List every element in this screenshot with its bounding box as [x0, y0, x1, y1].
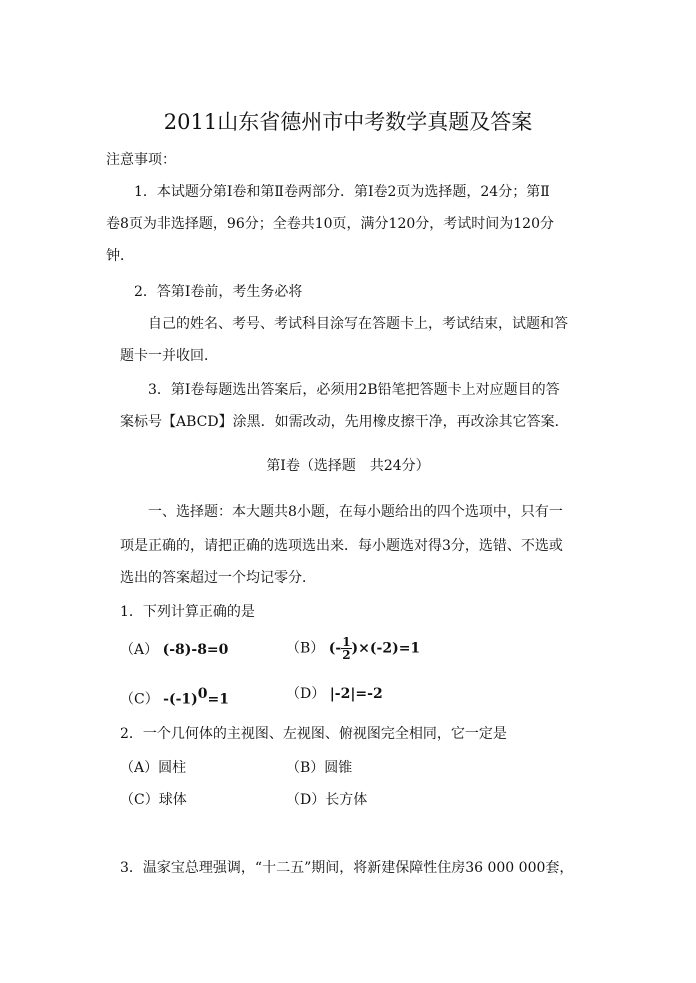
question-3-stem: 3．温家宝总理强调，“十二五”期间，将新建保障性住房36 000 000套，: [120, 860, 574, 876]
option-label: （A）: [120, 642, 159, 658]
option-label: （D）: [286, 686, 326, 702]
option-expression-post: )×(-2)=1: [351, 640, 421, 657]
note-1-line-1: 1．本试题分第Ⅰ卷和第Ⅱ卷两部分．第Ⅰ卷2页为选择题，24分；第Ⅱ: [134, 184, 550, 200]
note-2-line-3: 题卡一并收回．: [120, 348, 218, 364]
option-expression: |-2|=-2: [329, 686, 383, 702]
option-label: （B）: [286, 640, 325, 657]
question-1-option-d: [286, 684, 383, 704]
option-label: （C）: [120, 691, 159, 708]
question-2-stem: 2．一个几何体的主视图、左视图、俯视图完全相同，它一定是: [120, 726, 507, 742]
question-2-option-d: （D）长方体: [286, 792, 368, 808]
section-title: 第Ⅰ卷（选择题 共24分）: [266, 458, 430, 474]
part-1-line-1: 一、选择题：本大题共8小题，在每小题给出的四个选项中，只有一: [148, 504, 563, 520]
fraction: [341, 636, 351, 661]
note-2-line-2: 自己的姓名、考号、考试科目涂写在答题卡上，考试结束，试题和答: [148, 316, 568, 332]
notes-heading: 注意事项：: [106, 152, 176, 168]
question-1-stem: 1．下列计算正确的是: [120, 604, 255, 620]
question-2-option-b: （B）圆锥: [286, 760, 353, 776]
question-1-option-c: [120, 684, 229, 710]
note-3-line-2: 案标号【ABCD】涂黑．如需改动，先用橡皮擦干净，再改涂其它答案．: [120, 414, 569, 430]
part-1-line-2: 项是正确的，请把正确的选项选出来．每小题选对得3分，选错、不选或: [120, 538, 563, 554]
document-title: 2011山东省德州市中考数学真题及答案: [163, 110, 533, 134]
option-expression-post: =1: [207, 691, 230, 708]
question-1-option-a: [120, 640, 228, 660]
fraction-denominator: 2: [342, 648, 351, 662]
note-2-line-1: 2．答第Ⅰ卷前，考生务必将: [134, 284, 303, 300]
option-expression-pre: (-: [328, 640, 342, 657]
option-expression-pre: -(-1): [163, 691, 198, 708]
question-2-option-a: （A）圆柱: [120, 760, 187, 776]
note-1-line-3: 钟．: [106, 248, 134, 264]
question-1-option-b: [286, 636, 420, 661]
part-1-line-3: 选出的答案超过一个均记零分．: [120, 570, 316, 586]
option-expression: (-8)-8=0: [162, 642, 229, 658]
note-3-line-1: 3．第Ⅰ卷每题选出答案后，必须用2B铅笔把答题卡上对应题目的答: [148, 382, 560, 398]
note-1-line-2: 卷8页为非选择题，96分；全卷共10页，满分120分，考试时间为120分: [106, 216, 554, 232]
fraction-numerator: 1: [342, 635, 351, 649]
question-2-option-c: （C）球体: [120, 792, 187, 808]
exponent: 0: [197, 686, 208, 702]
